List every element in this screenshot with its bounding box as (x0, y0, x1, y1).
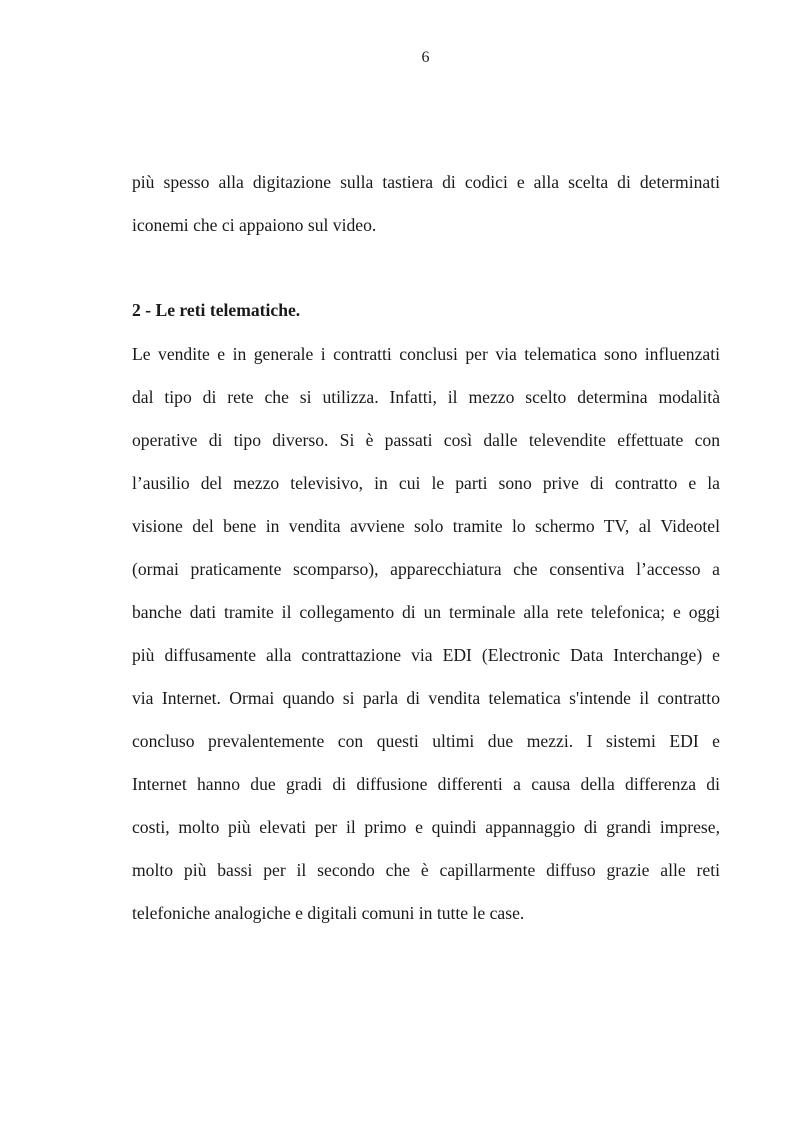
intro-paragraph (132, 171, 720, 257)
text-line: via Internet. Ormai quando si parla di vendita telematica s'intende il contratto (132, 688, 720, 708)
text-line: più spesso alla digitazione sulla tastiera di codici e alla scelta di determinati (132, 172, 720, 192)
text-line: più diffusamente alla contrattazione via EDI (Electronic Data Interchange) e (132, 645, 720, 665)
text-line: Le vendite e in generale i contratti conclusi per via telematica sono influenzati (132, 344, 720, 364)
section-heading: 2 - Le reti telematiche. (132, 300, 301, 320)
section-paragraph (132, 343, 720, 945)
text-line: Internet hanno due gradi di diffusione differenti a causa della differenza di (132, 774, 720, 794)
text-line: dal tipo di rete che si utilizza. Infatti, il mezzo scelto determina modalità (132, 387, 720, 407)
text-line: molto più bassi per il secondo che è capillarmente diffuso grazie alle reti (132, 860, 720, 880)
text-line: iconemi che ci appaiono sul video. (132, 215, 377, 235)
text-line: operative di tipo diverso. Si è passati così dalle televendite effettuate con (132, 430, 720, 450)
text-line: concluso prevalentemente con questi ultimi due mezzi. I sistemi EDI e (132, 731, 720, 751)
text-line: visione del bene in vendita avviene solo tramite lo schermo TV, al Videotel (132, 516, 720, 536)
text-line: telefoniche analogiche e digitali comuni in tutte le case. (132, 903, 525, 923)
text-line: costi, molto più elevati per il primo e quindi appannaggio di grandi imprese, (132, 817, 720, 837)
text-line: banche dati tramite il collegamento di un terminale alla rete telefonica; e oggi (132, 602, 720, 622)
text-line: l’ausilio del mezzo televisivo, in cui le parti sono prive di contratto e la (132, 473, 720, 493)
page-number: 6 (421, 49, 430, 66)
text-line: (ormai praticamente scomparso), apparecchiatura che consentiva l’accesso a (132, 559, 720, 579)
